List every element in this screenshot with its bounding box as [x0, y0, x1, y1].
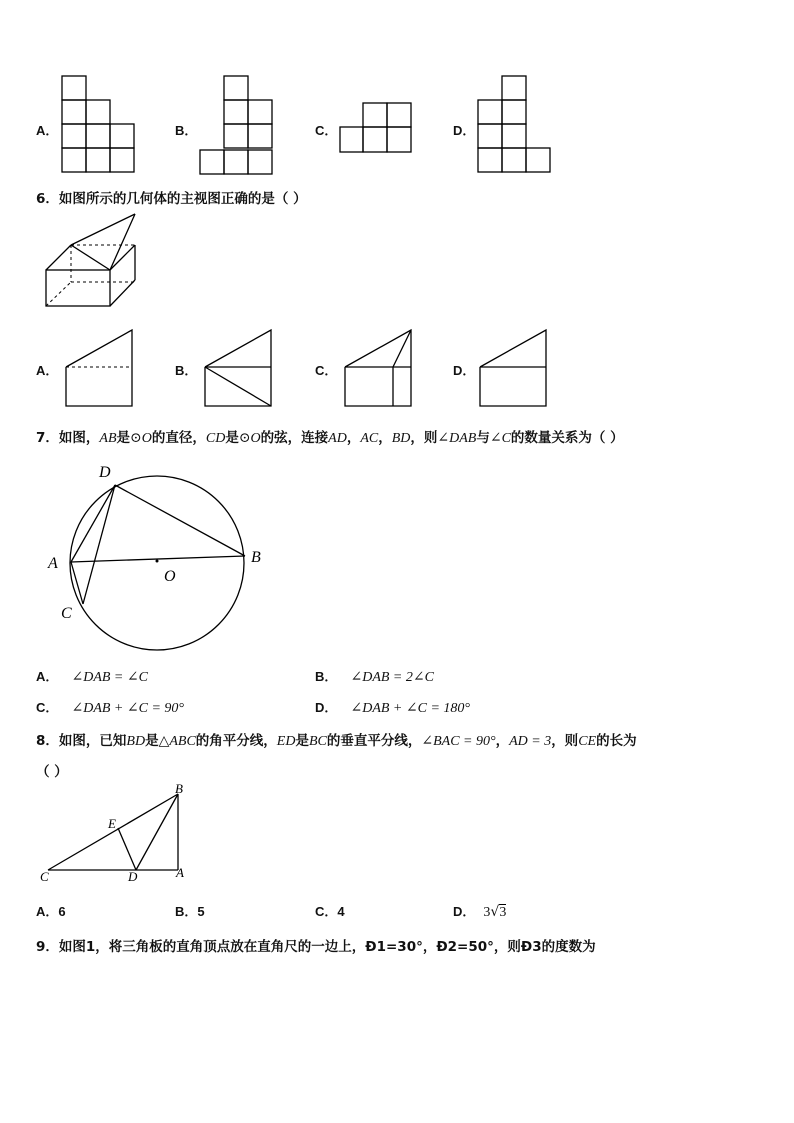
- q7-stem-text: 的弦，连接: [260, 430, 329, 446]
- q8-bd: BD: [126, 734, 146, 749]
- q8-option-a: [36, 901, 66, 920]
- q8-stem-text: ，则: [551, 733, 579, 749]
- q8-bc: BC: [308, 734, 327, 749]
- q8-stem-text: 8．如图，已知: [36, 733, 127, 749]
- q7-stem-text: 的数量关系为（ ）: [510, 430, 624, 446]
- q8-triangle-figure: [36, 780, 206, 890]
- q6-option-a-figure: [64, 328, 136, 410]
- q9-stem: 9．如图1，将三角板的直角顶点放在直角尺的一边上，Ð1=30°，Ð2=50°，则Ð3的度数为: [36, 939, 596, 955]
- q7-stem-text: 的直径，: [151, 430, 206, 446]
- q8-option-value: 5: [197, 904, 205, 919]
- q8-triangle: △ABC: [158, 734, 196, 749]
- q8-angle-bac: ∠BAC = 90°: [421, 734, 496, 749]
- q8-stem: [36, 729, 637, 750]
- q5-option-a-figure: [60, 74, 140, 178]
- q5-option-c-figure: [338, 101, 418, 157]
- q7-circle-o: ⊙O: [130, 431, 152, 446]
- q6-option-d-label: D．: [453, 363, 476, 378]
- q7-circle-figure: [40, 458, 280, 658]
- q7-option-b: [315, 666, 434, 686]
- q5-option-b-figure: [198, 74, 278, 178]
- q7-circle-o: ⊙O: [238, 431, 261, 446]
- circle-o: [70, 476, 244, 650]
- q7-stem-text: 与: [476, 430, 490, 446]
- q7-stem-text: 是: [116, 430, 131, 446]
- q7-label-d: D: [99, 464, 111, 481]
- q7-label-o: O: [164, 568, 176, 585]
- q8-comma: ，: [495, 733, 510, 749]
- q8-ed: ED: [276, 734, 296, 749]
- q7-option-label: C．: [36, 700, 59, 715]
- q7-angle-c: ∠C: [489, 431, 511, 446]
- q8-option-value: 6: [58, 904, 66, 919]
- q7-comma: ，: [346, 430, 361, 446]
- q8-option-label: D．: [453, 904, 476, 919]
- q8-label-c: C: [40, 869, 49, 884]
- q5-option-a-label: A．: [36, 123, 59, 138]
- q6-option-b-figure: [203, 328, 275, 410]
- q8-option-b: [175, 901, 205, 920]
- q8-option-label: B．: [175, 904, 198, 919]
- q7-option-label: A．: [36, 669, 59, 684]
- radical-icon: √: [490, 904, 500, 920]
- q7-cd: CD: [205, 431, 226, 446]
- q7-label-c: C: [61, 605, 72, 622]
- q7-stem-text: 7．如图，: [36, 430, 100, 446]
- q6-option-a-label: A．: [36, 363, 59, 378]
- q8-option-label: A．: [36, 904, 59, 919]
- q8-option-radicand: 3: [499, 905, 507, 920]
- q8-stem-text: 的垂直平分线，: [326, 733, 422, 749]
- q8-option-value: 4: [337, 904, 345, 919]
- q8-stem-text: 是: [295, 733, 309, 749]
- q8-option-coef: 3: [483, 905, 491, 920]
- q8-option-d: [453, 901, 506, 921]
- q7-ac: AC: [360, 431, 379, 446]
- q7-option-expr: ∠DAB = 2∠C: [350, 670, 434, 685]
- q8-stem-text: 的角平分线，: [195, 733, 277, 749]
- q8-answer-paren: （ ）: [36, 764, 68, 780]
- q7-option-expr: ∠DAB + ∠C = 180°: [350, 701, 470, 716]
- q8-option-label: C．: [315, 904, 338, 919]
- q7-ab: AB: [99, 431, 117, 446]
- q7-option-d: [315, 697, 470, 717]
- q6-stem: 6．如图所示的几何体的主视图正确的是（ ）: [36, 191, 307, 207]
- q7-option-label: B．: [315, 669, 338, 684]
- q8-label-a: A: [176, 865, 184, 880]
- q7-option-expr: ∠DAB + ∠C = 90°: [71, 701, 184, 716]
- q7-stem: [36, 426, 624, 447]
- q7-bd: BD: [391, 431, 411, 446]
- q8-label-d: D: [128, 869, 138, 884]
- q7-label-b: B: [251, 549, 261, 566]
- q5-option-d-label: D．: [453, 123, 476, 138]
- q5-option-b-label: B．: [175, 123, 198, 138]
- q7-label-a: A: [48, 555, 58, 572]
- q6-solid-figure: [44, 212, 144, 312]
- q8-ad: AD = 3: [509, 734, 552, 749]
- q7-option-label: D．: [315, 700, 338, 715]
- q6-option-c-figure: [343, 328, 415, 410]
- q7-stem-text: ，则: [410, 430, 438, 446]
- q6-option-b-label: B．: [175, 363, 198, 378]
- q8-stem-text: 是: [145, 733, 159, 749]
- q6-option-c-label: C．: [315, 363, 338, 378]
- q7-option-expr: ∠DAB = ∠C: [71, 670, 148, 685]
- q8-ce: CE: [578, 734, 597, 749]
- q5-option-c-label: C．: [315, 123, 338, 138]
- q8-label-b: B: [175, 781, 183, 796]
- q7-ad: AD: [328, 431, 347, 446]
- q7-option-a: [36, 666, 148, 686]
- q8-stem-text: 的长为: [596, 733, 637, 749]
- q7-option-c: [36, 697, 184, 717]
- q8-option-c: [315, 901, 345, 920]
- q5-option-d-figure: [476, 74, 556, 178]
- q6-option-d-figure: [478, 328, 550, 410]
- q7-angle-dab: ∠DAB: [437, 431, 477, 446]
- q7-comma: ，: [378, 430, 392, 446]
- q7-stem-text: 是: [225, 430, 239, 446]
- q8-label-e: E: [108, 816, 116, 831]
